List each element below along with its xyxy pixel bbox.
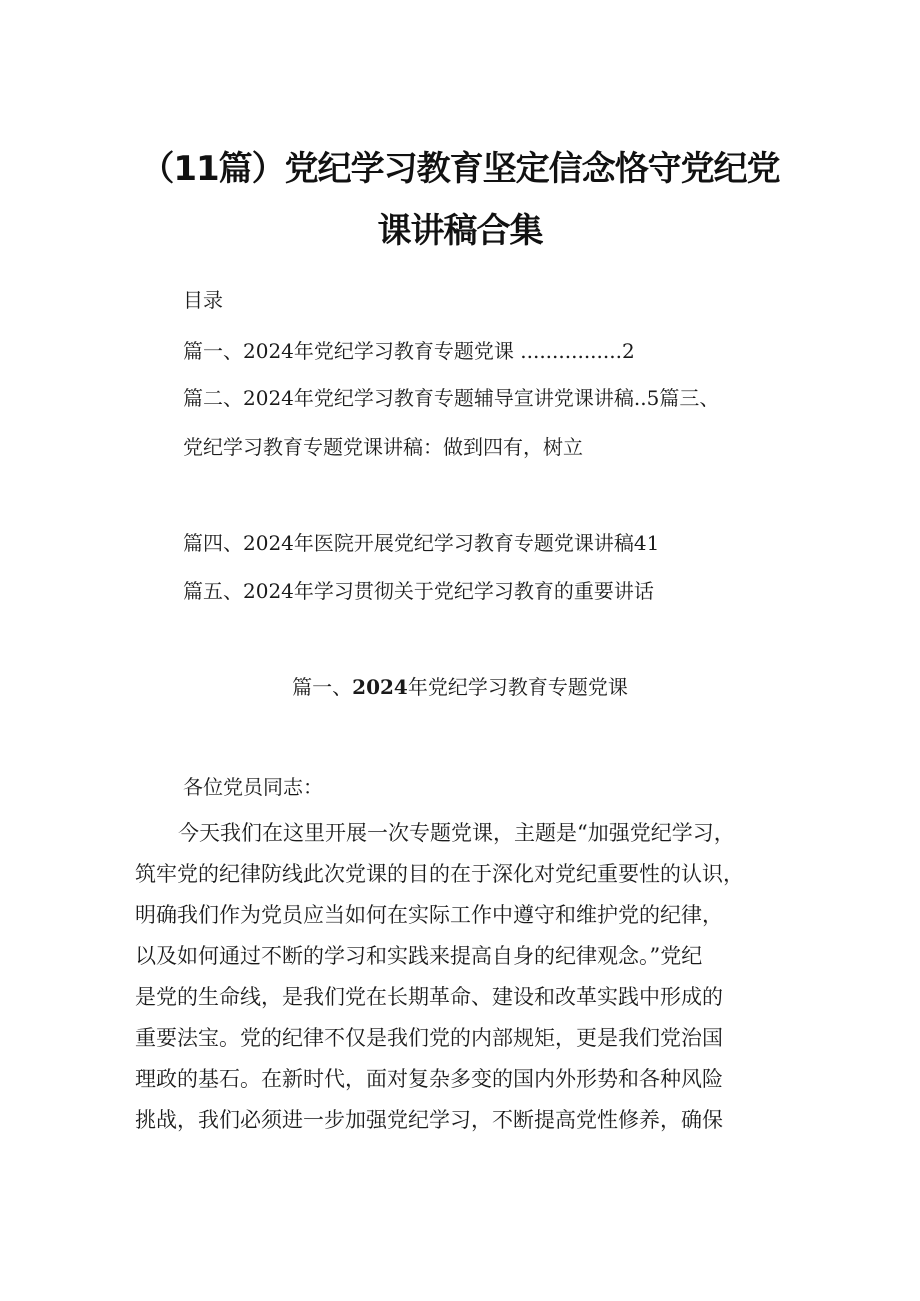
body-text-line: 明确我们作为党员应当如何在实际工作中遵守和维护党的纪律， [135,903,723,927]
toc-heading: 目录 [183,288,223,312]
document-title-line-2: 课讲稿合集 [377,211,543,251]
section-heading-prefix: 篇一、 [292,675,353,699]
body-text-line: 是党的生命线，是我们党在长期革命、建设和改革实践中形成的 [135,985,723,1009]
toc-entry-2[interactable]: 篇二、2024年党纪学习教育专题辅导宣讲党课讲稿..5篇三、 [183,386,720,410]
body-text-line: 重要法宝。党的纪律不仅是我们党的内部规矩，更是我们党治国 [135,1026,723,1050]
section-heading [0,672,920,702]
body-text-line: 理政的基石。在新时代，面对复杂多变的国内外形势和各种风险 [135,1067,723,1091]
body-text-line: 今天我们在这里开展一次专题党课，主题是“加强党纪学习， [178,821,735,845]
body-text-line: 以及如何通过不断的学习和实践来提高自身的纪律观念。”党纪 [135,944,703,968]
toc-entry-1[interactable]: 篇一、2024年党纪学习教育专题党课 ................2 [183,339,635,363]
salutation: 各位党员同志： [183,775,323,799]
section-heading-suffix: 年党纪学习教育专题党课 [407,675,628,699]
body-text-line: 筑牢党的纪律防线此次党课的目的在于深化对党纪重要性的认识， [135,862,744,886]
toc-entry-5[interactable]: 篇五、2024年学习贯彻关于党纪学习教育的重要讲话 [183,579,654,603]
document-title-line-1: （11篇）党纪学习教育坚定信念恪守党纪党 [140,149,780,189]
toc-entry-3[interactable]: 党纪学习教育专题党课讲稿：做到四有，树立 [183,435,583,459]
section-heading-year: 2024 [352,675,408,699]
body-text-line: 挑战，我们必须进一步加强党纪学习，不断提高党性修养，确保 [135,1108,723,1132]
toc-entry-4[interactable]: 篇四、2024年医院开展党纪学习教育专题党课讲稿41 [183,531,660,555]
